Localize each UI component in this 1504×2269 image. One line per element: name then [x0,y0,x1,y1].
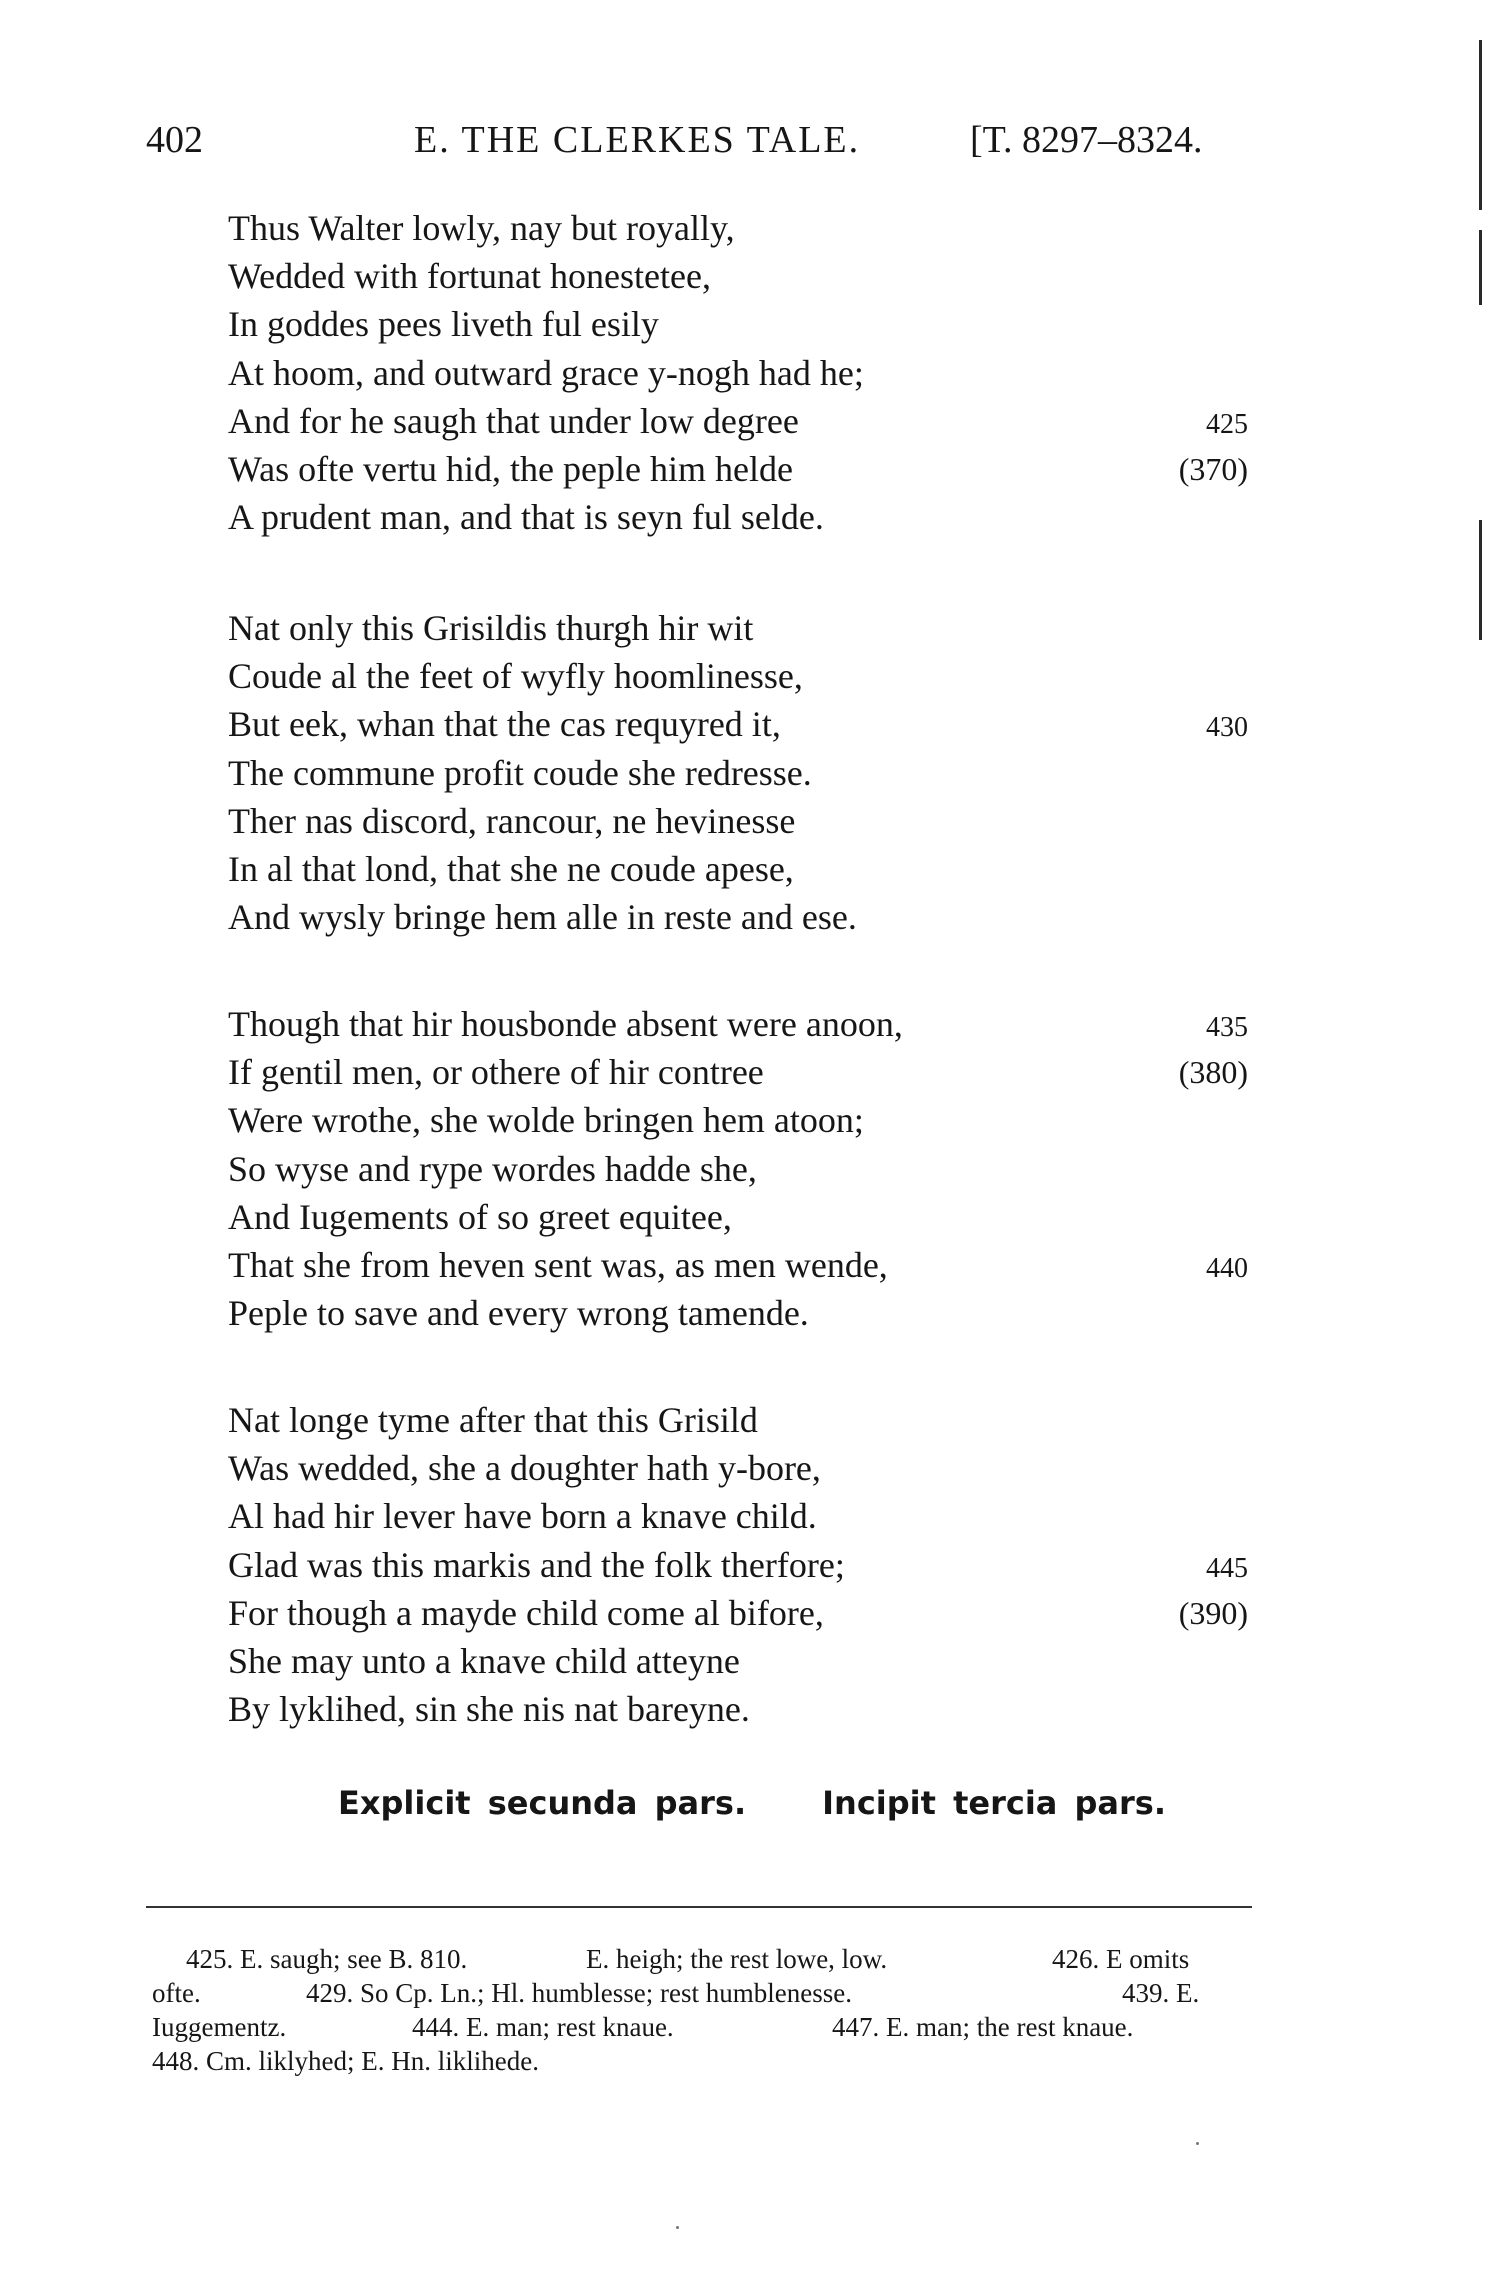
verse-text: Coude al the feet of wyfly hoomlinesse, [228,656,803,697]
footnote-text: 425. E. saugh; see B. 810. [186,1944,468,1974]
stanza [228,204,1248,541]
verse-text: Peple to save and every wrong tamende. [228,1293,809,1334]
footnote-text: Iuggementz. [152,2012,287,2042]
explicit-heading [0,1784,1504,1822]
verse-line [228,1444,1248,1492]
verse-text: By lyklihed, sin she nis nat bareyne. [228,1689,750,1730]
footnote-text: ofte. [152,1978,201,2008]
verse-line [228,252,1248,300]
line-number: (370) [1178,450,1248,487]
explicit-right: Incipit tercia pars. [822,1784,1166,1822]
verse-text: If gentil men, or othere of hir contree [228,1052,764,1093]
verse-line [228,1241,1248,1289]
verse-line [228,1096,1248,1144]
footnote-text: 444. E. man; rest knaue. [412,2012,674,2042]
footnotes [146,1942,1252,2078]
footnote-text: 426. E omits [1052,1944,1190,1974]
footnote-line [146,1976,1252,2010]
line-number: 435 [1206,1012,1248,1043]
scan-margin-mark [1479,230,1482,305]
verse-line [228,1048,1248,1096]
verse-line [228,493,1248,541]
verse-text: And for he saugh that under low degree [228,400,799,441]
footnote-line [146,1942,1252,1976]
verse-line [228,604,1248,652]
scan-margin-mark [1479,40,1482,210]
verse-text: Was wedded, she a doughter hath y-bore, [228,1448,821,1489]
verse-line [228,845,1248,893]
footnote-line [146,2010,1252,2044]
line-number: (380) [1178,1054,1248,1091]
scan-speck [1196,2142,1199,2145]
verse-line [228,397,1248,445]
verse-line [228,652,1248,700]
stanza [228,604,1248,941]
verse-text: Was ofte vertu hid, the peple him helde [228,448,793,489]
verse-text: A prudent man, and that is seyn ful selde. [228,497,824,538]
footnote-line [146,2044,1252,2078]
verse-line [228,1541,1248,1589]
stanza [228,1396,1248,1733]
verse-line [228,1289,1248,1337]
verse-line [228,300,1248,348]
scan-margin-mark [1479,520,1482,640]
verse-line [228,1000,1248,1048]
verse-line [228,749,1248,797]
line-number: 430 [1206,712,1248,744]
verse-text: Ther nas discord, rancour, ne hevinesse [228,800,796,841]
verse-text: Glad was this markis and the folk therfore; [228,1544,845,1585]
verse-line [228,797,1248,845]
verse-text: And Iugements of so greet equitee, [228,1196,732,1237]
verse-text: Nat only this Grisildis thurgh hir wit [228,608,754,648]
stanza [228,1000,1248,1337]
line-range: [T. 8297–8324. [970,119,1203,161]
verse-line [228,1589,1248,1637]
verse-line [228,204,1248,252]
verse-text: At hoom, and outward grace y-nogh had he; [228,352,864,393]
line-number: 425 [1206,408,1248,440]
verse-line [228,349,1248,397]
verse-text: That she from heven sent was, as men wende, [228,1244,888,1285]
verse-text: But eek, whan that the cas requyred it, [228,704,781,745]
verse-text: Though that hir housbonde absent were anoon, [228,1004,903,1044]
verse-text: Nat longe tyme after that this Grisild [228,1400,758,1440]
verse-line [228,1637,1248,1685]
line-number: 440 [1206,1252,1248,1284]
verse-line [228,893,1248,941]
verse-text: The commune profit coude she redresse. [228,752,812,793]
line-number: (390) [1178,1594,1248,1631]
footnote-rule [146,1906,1252,1908]
verse-text: She may unto a knave child atteyne [228,1640,740,1681]
verse-line [228,1145,1248,1193]
verse-text: Were wrothe, she wolde bringen hem atoon; [228,1100,864,1141]
footnote-text: 439. E. [1122,1978,1200,2008]
verse-line [228,1396,1248,1444]
running-header [146,118,1236,168]
footnote-text: 448. Cm. liklyhed; E. Hn. liklihede. [152,2046,539,2076]
page-number: 402 [146,119,203,161]
verse-line [228,1193,1248,1241]
explicit-left: Explicit secunda pars. [338,1784,747,1822]
running-title: E. THE CLERKES TALE. [414,119,861,161]
verse-text: Thus Walter lowly, nay but royally, [228,208,735,248]
verse-text: In goddes pees liveth ful esily [228,304,659,345]
scan-speck [676,2226,679,2229]
verse-line [228,1492,1248,1540]
verse-text: And wysly bringe hem alle in reste and ese. [228,897,857,938]
verse-line [228,700,1248,748]
verse-text: So wyse and rype wordes hadde she, [228,1148,757,1189]
verse-text: For though a mayde child come al bifore, [228,1592,824,1633]
verse-text: In al that lond, that she ne coude apese, [228,848,794,889]
footnote-text: 447. E. man; the rest knaue. [832,2012,1134,2042]
verse-line [228,445,1248,493]
line-number: 445 [1206,1552,1248,1584]
footnote-text: 429. So Cp. Ln.; Hl. humblesse; rest humblenesse. [306,1978,852,2008]
verse-text: Wedded with fortunat honestetee, [228,256,711,297]
footnote-text: E. heigh; the rest lowe, low. [586,1944,888,1974]
verse-text: Al had hir lever have born a knave child. [228,1496,817,1537]
verse-line [228,1685,1248,1733]
